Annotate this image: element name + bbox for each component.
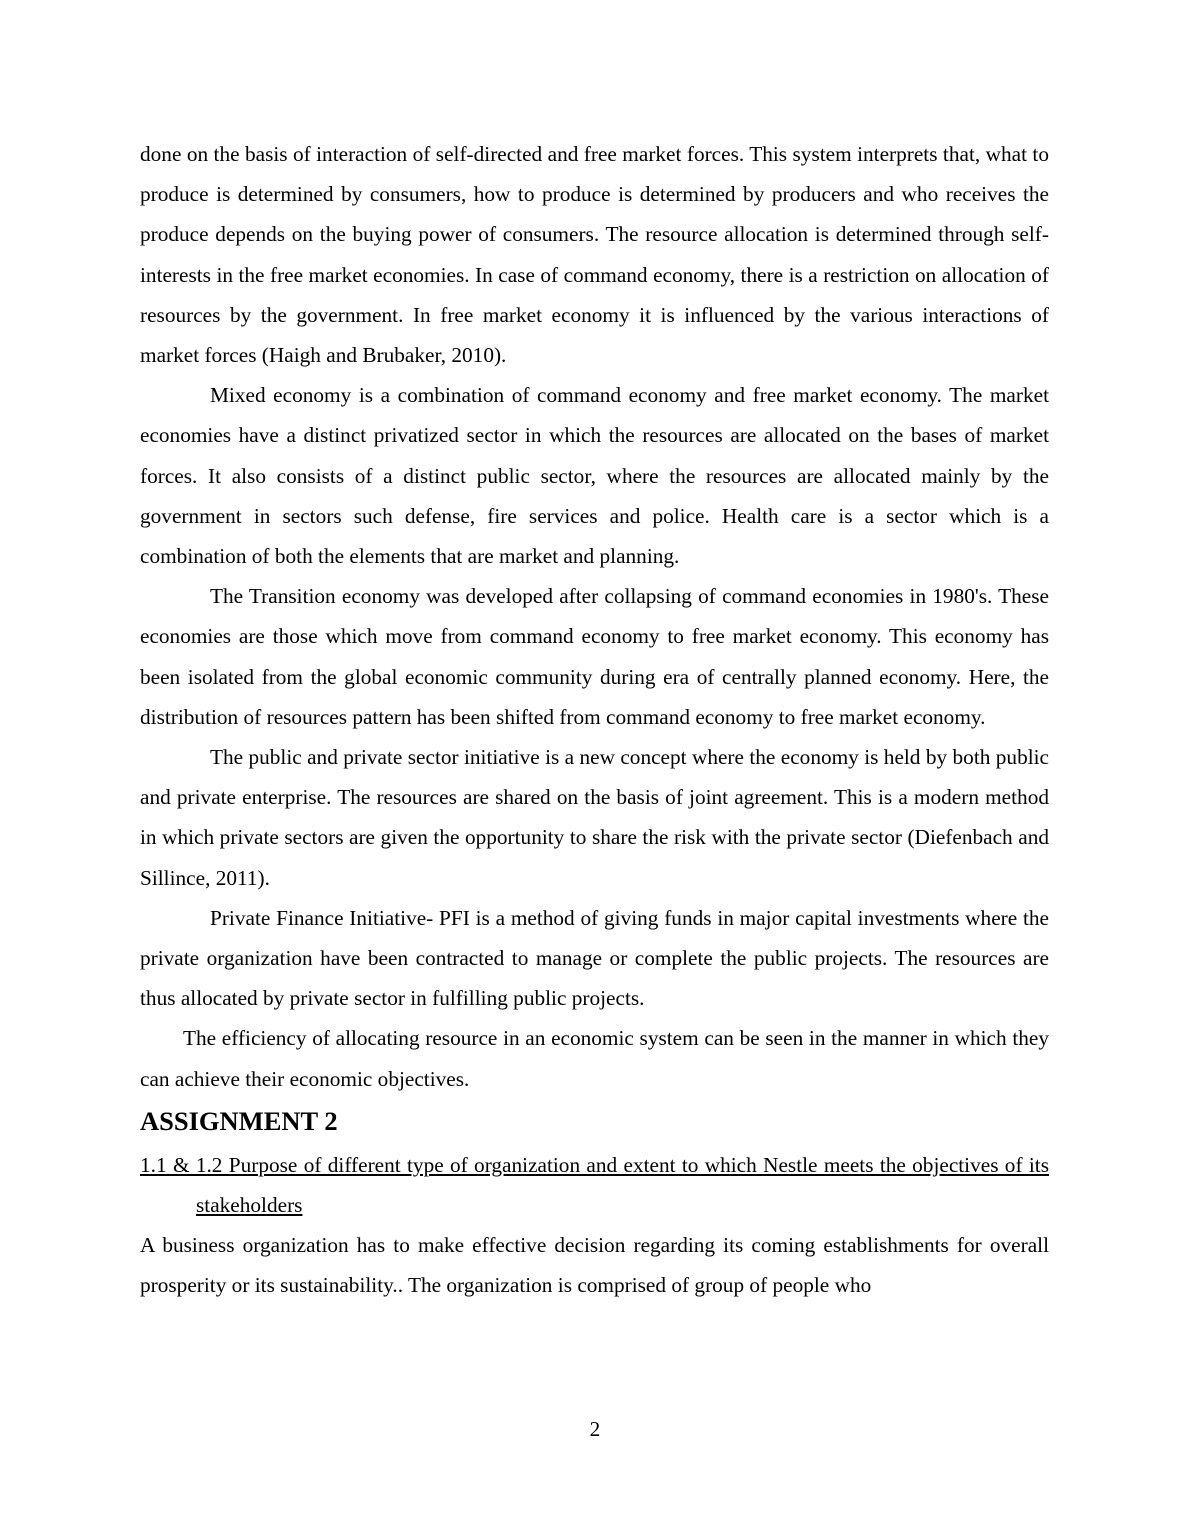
paragraph-efficiency: The efficiency of allocating resource in an economic system can be seen in the manner in which they can achieve their economic objectives. (140, 1026, 1049, 1091)
paragraph-economy-systems: done on the basis of interaction of self-directed and free market forces. This system interprets that, what to produce is determined by consumers, how to produce is determined by producers and who receives the produce depends on the buying power of consumers. The resource allocation is determined through self-interests in the free market economies. In case of command economy, there is a restriction on allocation of resources by the government. In free market economy it is influenced by the various interactions of market forces (Haigh and Brubaker, 2010). (140, 142, 1049, 368)
paragraph-business-organization: A business organization has to make effective decision regarding its coming establishments for overall prosperity or its sustainability.. The organization is comprised of group of people who (140, 1233, 1049, 1298)
paragraph-transition-economy: The Transition economy was developed after collapsing of command economies in 1980's. These economies are those which move from command economy to free market economy. This economy has been isolated from the global economic community during era of centrally planned economy. Here, the distribution of resources pattern has been shifted from command economy to free market economy. (140, 584, 1049, 729)
document-body (140, 134, 1049, 1306)
section-subheading: 1.1 & 1.2 Purpose of different type of organization and extent to which Nestle meets the objectives of its stakeholders (140, 1152, 1049, 1218)
paragraph-public-private-initiative: The public and private sector initiative is a new concept where the economy is held by both public and private enterprise. The resources are shared on the basis of joint agreement. This is a modern method in which private sectors are given the opportunity to share the risk with the private sector (Diefenbach and Sillince, 2011). (140, 745, 1049, 890)
paragraph-private-finance-initiative: Private Finance Initiative- PFI is a method of giving funds in major capital investments where the private organization have been contracted to manage or complete the public projects. The resources are thus allocated by private sector in fulfilling public projects. (140, 905, 1049, 1011)
paragraph-mixed-economy: Mixed economy is a combination of command economy and free market economy. The market economies have a distinct privatized sector in which the resources are allocated on the bases of market forces. It also consists of a distinct public sector, where the resources are allocated mainly by the government in sectors such defense, fire services and police. Health care is a sector which is a combination of both the elements that are market and planning. (140, 383, 1049, 569)
page-number: 2 (589, 1417, 601, 1441)
section-heading: ASSIGNMENT 2 (140, 1105, 338, 1136)
